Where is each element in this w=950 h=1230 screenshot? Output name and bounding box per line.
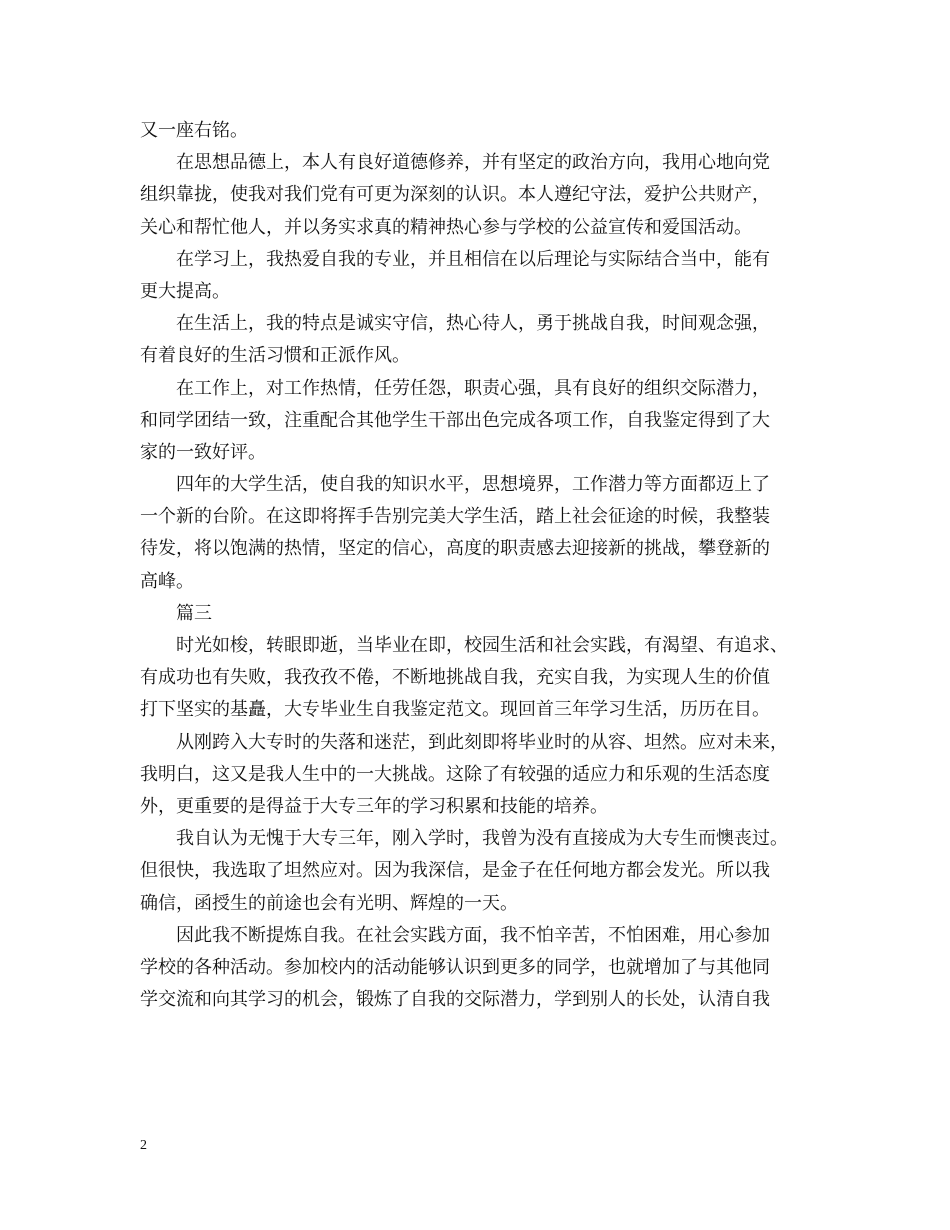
text-line: 我明白，这又是我人生中的一大挑战。这除了有较强的适应力和乐观的生活态度 (140, 763, 770, 785)
text-line: 在工作上，对工作热情，任劳任怨，职责心强，具有良好的组织交际潜力， (176, 377, 770, 399)
text-line: 学交流和向其学习的机会，锻炼了自我的交际潜力，学到别人的长处，认清自我 (140, 989, 770, 1011)
text-line: 我自认为无愧于大专三年，刚入学时，我曾为没有直接成为大专生而懊丧过。 (176, 828, 788, 850)
text-line: 四年的大学生活，使自我的知识水平，思想境界，工作潜力等方面都迈上了 (176, 474, 770, 496)
text-line: 待发，将以饱满的热情，坚定的信心，高度的职责感去迎接新的挑战，攀登新的 (140, 538, 770, 560)
text-line: 因此我不断提炼自我。在社会实践方面，我不怕辛苦，不怕困难，用心参加 (176, 924, 770, 946)
text-line: 有着良好的生活习惯和正派作风。 (140, 345, 410, 367)
text-line: 和同学团结一致，注重配合其他学生干部出色完成各项工作，自我鉴定得到了大 (140, 409, 770, 431)
text-line: 打下坚实的基矗，大专毕业生自我鉴定范文。现回首三年学习生活，历历在目。 (140, 699, 770, 721)
text-line: 时光如梭，转眼即逝，当毕业在即，校园生活和社会实践，有渴望、有追求、 (176, 635, 788, 656)
text-line: 更大提高。 (140, 280, 230, 302)
text-line: 有成功也有失败，我孜孜不倦，不断地挑战自我，充实自我，为实现人生的价值 (140, 667, 770, 689)
text-line: 但很快，我选取了坦然应对。因为我深信，是金子在任何地方都会发光。所以我 (140, 860, 770, 882)
text-line: 又一座右铭。 (140, 120, 248, 141)
text-line: 学校的各种活动。参加校内的活动能够认识到更多的同学，也就增加了与其他同 (140, 956, 770, 978)
text-line: 篇三 (176, 602, 212, 624)
document-body (140, 115, 840, 1016)
text-line: 在思想品德上，本人有良好道德修养，并有坚定的政治方向，我用心地向党 (176, 152, 770, 174)
text-line: 关心和帮忙他人，并以务实求真的精神热心参与学校的公益宣传和爱国活动。 (140, 216, 752, 238)
text-line: 高峰。 (140, 570, 194, 592)
text-line: 确信，函授生的前途也会有光明、辉煌的一天。 (140, 892, 518, 914)
page-number: 2 (140, 1138, 147, 1153)
text-line: 外，更重要的是得益于大专三年的学习积累和技能的培养。 (140, 795, 608, 817)
text-line: 在学习上，我热爱自我的专业，并且相信在以后理论与实际结合当中，能有 (176, 248, 770, 270)
text-line: 组织靠拢，使我对我们党有可更为深刻的认识。本人遵纪守法，爱护公共财产， (140, 184, 770, 206)
text-line: 家的一致好评。 (140, 441, 266, 463)
text-line: 在生活上，我的特点是诚实守信，热心待人，勇于挑战自我，时间观念强， (176, 313, 770, 335)
text-line: 一个新的台阶。在这即将挥手告别完美大学生活，踏上社会征途的时候，我整装 (140, 506, 770, 528)
text-line: 从刚跨入大专时的失落和迷茫，到此刻即将毕业时的从容、坦然。应对未来， (176, 731, 788, 753)
